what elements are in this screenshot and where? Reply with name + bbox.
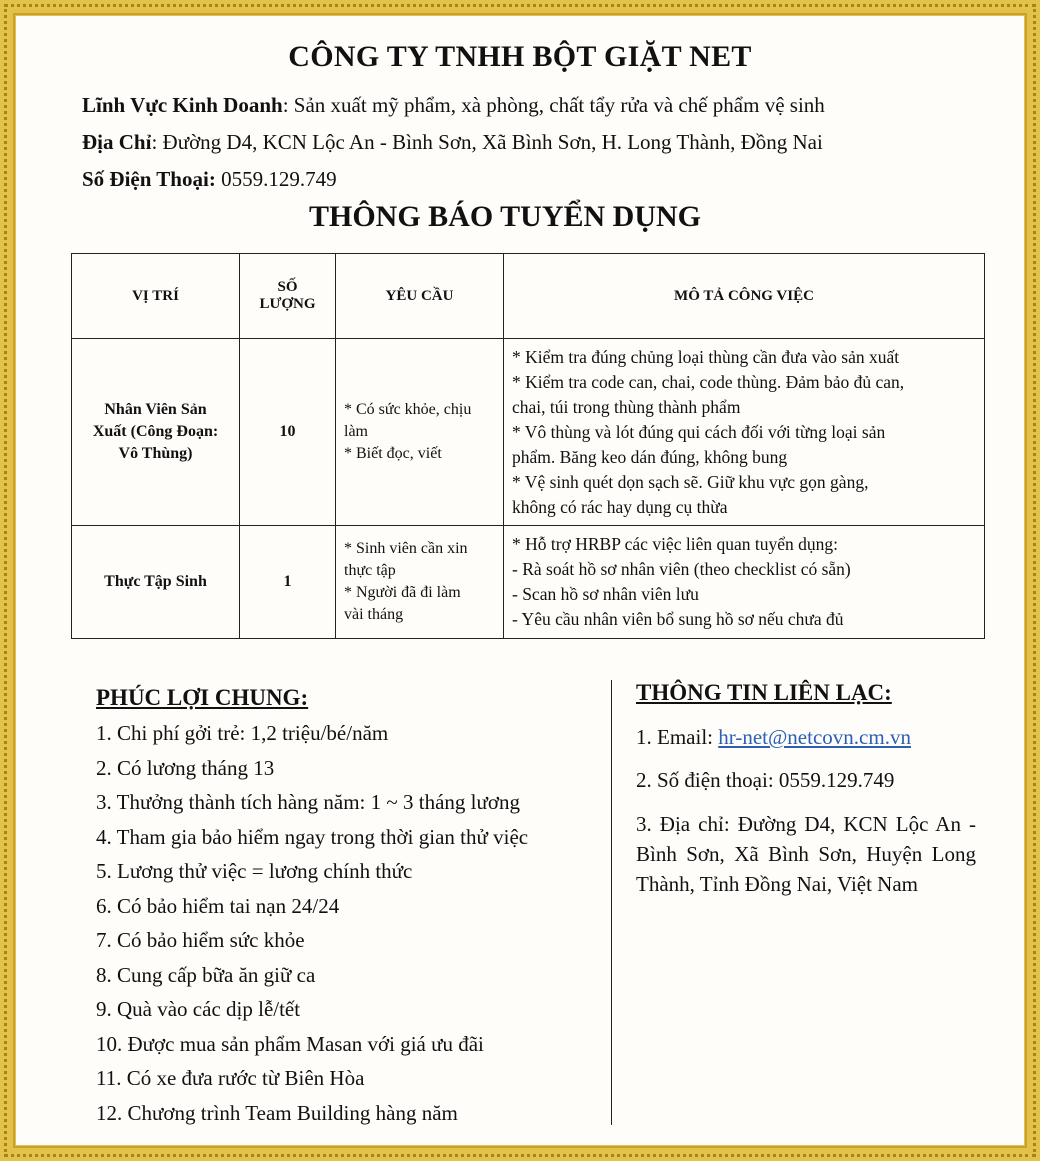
description-line: * Vô thùng và lót đúng qui cách đối với từng loại sản	[512, 421, 886, 442]
contact-address: 3. Địa chỉ: Đường D4, KCN Lộc An - Bình Sơn, Xã Bình Sơn, Huyện Long Thành, Tỉnh Đồng Nai, Việt Nam	[636, 812, 976, 896]
description-line: - Yêu cầu nhân viên bổ sung hồ sơ nếu chưa đủ	[512, 609, 844, 629]
table-row	[72, 339, 985, 526]
contact-title: THÔNG TIN LIÊN LẠC:	[636, 680, 892, 705]
contact-email-link[interactable]: hr-net@netcovn.cm.vn	[718, 725, 911, 749]
description-line: - Rà soát hồ sơ nhân viên (theo checklist có sẵn)	[512, 559, 851, 579]
phone-label: Số Điện Thoại:	[82, 167, 216, 191]
row-requirements	[336, 526, 504, 639]
requirement-line: * Người đã đi làm	[344, 584, 461, 601]
benefit-item: 9. Quà vào các dịp lễ/tết	[96, 997, 301, 1021]
position-line: Thực Tập Sinh	[104, 573, 207, 590]
table-row	[72, 526, 985, 639]
row-quantity: 1	[240, 526, 336, 639]
position-line: Vô Thùng)	[118, 445, 193, 462]
row-position	[72, 339, 240, 526]
header-description: MÔ TẢ CÔNG VIỆC	[504, 254, 985, 339]
position-line: Xuất (Công Đoạn:	[92, 423, 219, 440]
requirement-line: * Sinh viên cần xin	[344, 540, 468, 557]
column-divider	[611, 680, 612, 1125]
header-position: VỊ TRÍ	[72, 254, 240, 339]
row-description	[504, 339, 985, 526]
phone-value: 0559.129.749	[215, 167, 337, 191]
description-line: * Vệ sinh quét dọn sạch sẽ. Giữ khu vực gọn gàng,	[512, 471, 869, 492]
contact-phone: 2. Số điện thoại: 0559.129.749	[636, 768, 895, 792]
requirement-line: * Biết đọc, viết	[344, 445, 442, 462]
description-line: * Kiểm tra đúng chủng loại thùng cần đưa vào sản xuất	[512, 346, 900, 367]
row-requirements	[336, 339, 504, 526]
description-line: - Scan hồ sơ nhân viên lưu	[512, 584, 699, 604]
description-line: không có rác hay dụng cụ thừa	[512, 496, 728, 517]
benefit-item: 2. Có lương tháng 13	[96, 756, 275, 780]
benefit-item: 1. Chi phí gởi trẻ: 1,2 triệu/bé/năm	[96, 721, 389, 745]
requirement-line: vài tháng	[344, 606, 404, 623]
benefits-title: PHÚC LỢI CHUNG:	[96, 685, 309, 710]
description-line: chai, túi trong thùng thành phẩm	[512, 396, 741, 417]
description-line: * Kiểm tra code can, chai, code thùng. Đảm bảo đủ can,	[512, 371, 905, 392]
benefit-item: 10. Được mua sản phẩm Masan với giá ưu đãi	[96, 1032, 484, 1056]
business-value: : Sản xuất mỹ phẩm, xà phòng, chất tẩy rửa và chế phẩm vệ sinh	[282, 93, 825, 117]
phone-line	[82, 167, 337, 192]
benefit-item: 12. Chương trình Team Building hàng năm	[96, 1101, 458, 1125]
row-quantity: 10	[240, 339, 336, 526]
row-description	[504, 526, 985, 639]
row-position	[72, 526, 240, 639]
requirement-line: làm	[344, 423, 368, 440]
header-quantity	[240, 254, 336, 339]
position-line: Nhân Viên Sản	[104, 401, 207, 418]
benefit-item: 6. Có bảo hiểm tai nạn 24/24	[96, 894, 340, 918]
table-header-row	[72, 254, 985, 339]
benefit-item: 7. Có bảo hiểm sức khỏe	[96, 928, 305, 952]
contact-email-label: 1. Email:	[636, 725, 719, 749]
business-line	[82, 93, 825, 118]
description-line: phẩm. Băng keo dán đúng, không bung	[512, 446, 788, 467]
header-requirements: YÊU CẦU	[336, 254, 504, 339]
benefit-item: 3. Thưởng thành tích hàng năm: 1 ~ 3 tháng lương	[96, 790, 520, 814]
address-line	[82, 130, 823, 155]
benefit-item: 5. Lương thử việc = lương chính thức	[96, 859, 413, 883]
contact-email-line	[636, 722, 976, 752]
header-quantity-line-1: SỐ	[277, 279, 298, 295]
benefit-item: 8. Cung cấp bữa ăn giữ ca	[96, 963, 316, 987]
requirement-line: * Có sức khỏe, chịu	[344, 401, 472, 418]
notice-title: THÔNG BÁO TUYỂN DỤNG	[309, 200, 701, 233]
job-table	[71, 253, 985, 639]
company-name: CÔNG TY TNHH BỘT GIẶT NET	[288, 40, 752, 73]
benefit-item: 11. Có xe đưa rước từ Biên Hòa	[96, 1066, 365, 1090]
description-line: * Hỗ trợ HRBP các việc liên quan tuyển dụng:	[512, 534, 838, 554]
address-value: : Đường D4, KCN Lộc An - Bình Sơn, Xã Bình Sơn, H. Long Thành, Đồng Nai	[151, 130, 823, 154]
benefit-item: 4. Tham gia bảo hiểm ngay trong thời gian thử việc	[96, 825, 529, 849]
business-label: Lĩnh Vực Kinh Doanh	[82, 93, 283, 117]
requirement-line: thực tập	[344, 562, 396, 579]
address-label: Địa Chỉ	[82, 130, 152, 154]
header-quantity-line-2: LƯỢNG	[259, 296, 316, 312]
